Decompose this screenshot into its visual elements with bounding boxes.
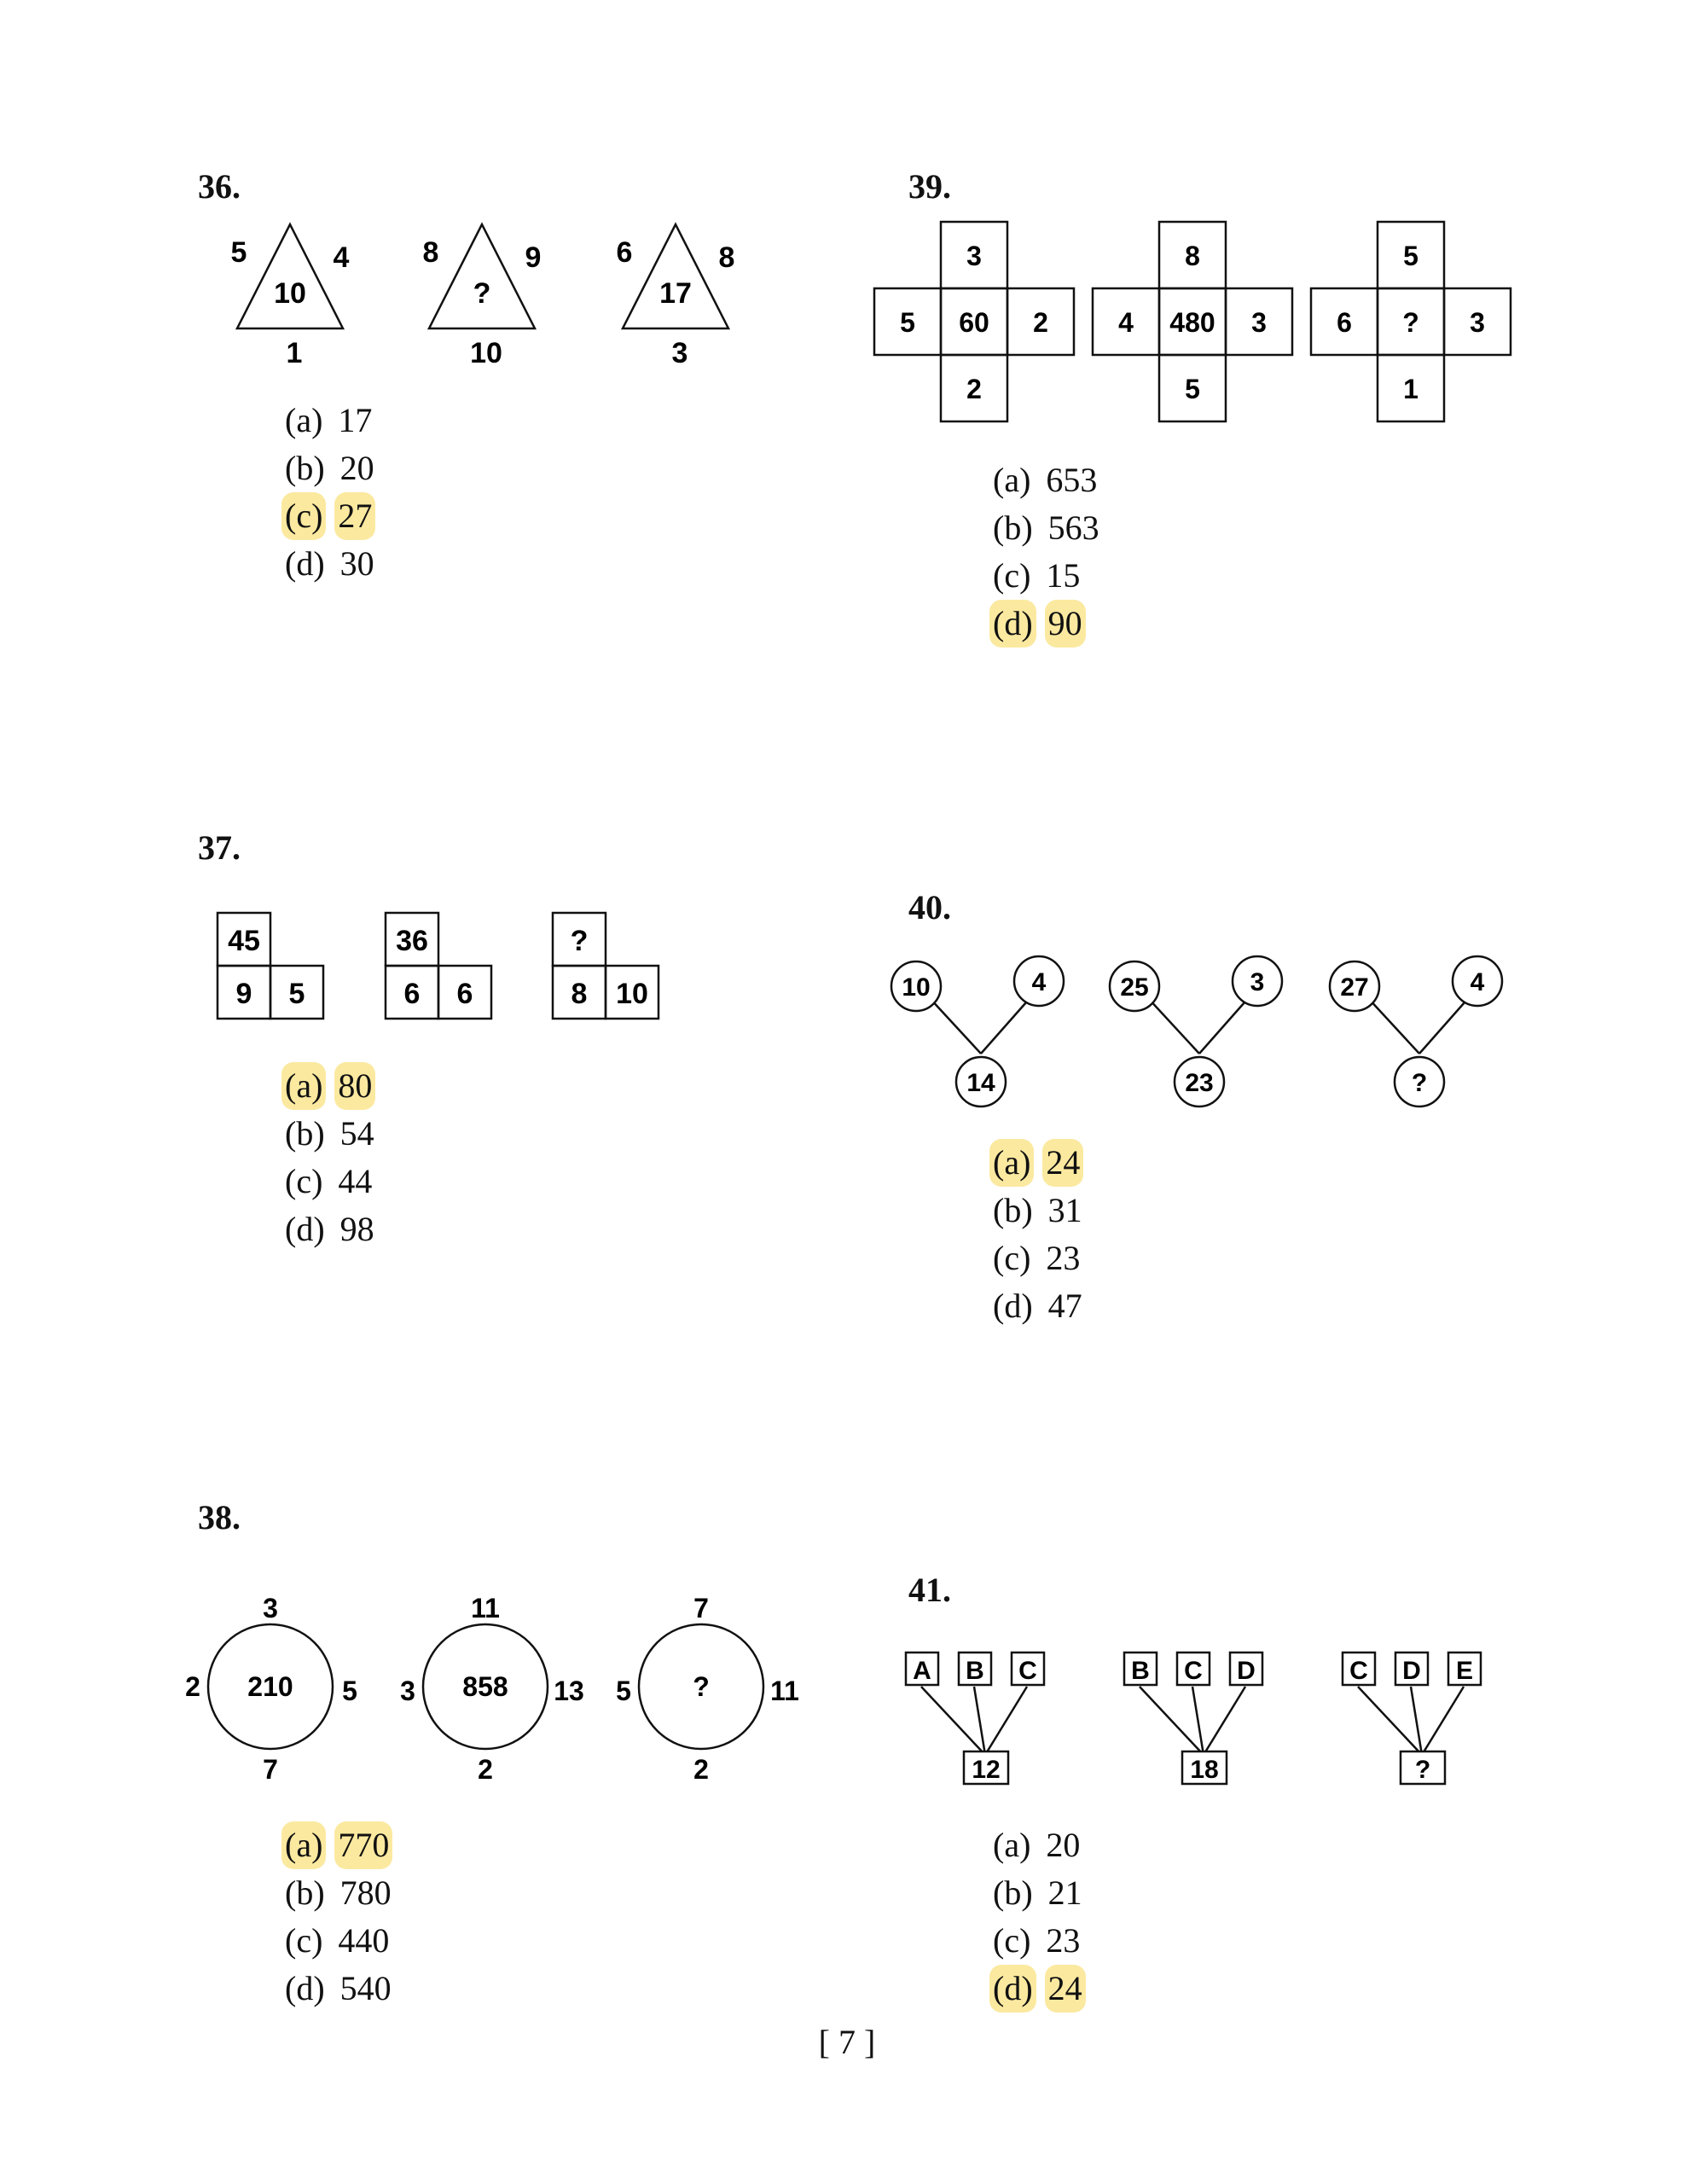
circle-left-number: 3	[400, 1676, 415, 1706]
circle-top-number: 7	[693, 1593, 709, 1623]
circle-bottom-number: 7	[263, 1754, 278, 1785]
circle-figures	[179, 1587, 827, 1796]
option-label: (a)	[993, 461, 1031, 499]
option-value: 31	[1047, 1191, 1082, 1229]
option-c[interactable]	[989, 552, 1103, 600]
option-value: 80	[334, 1062, 375, 1110]
triangle-left-number: 8	[422, 236, 439, 269]
option-label: (d)	[285, 1210, 325, 1248]
cross-left-number: 4	[1118, 307, 1134, 338]
block-figures	[213, 904, 674, 1032]
triangle-figure-3	[617, 224, 735, 369]
result-number: ?	[1414, 1756, 1431, 1784]
letter-tree-figure-3	[1343, 1653, 1481, 1784]
triangle-bottom-number: 3	[671, 337, 688, 369]
cross-left-number: 5	[900, 307, 915, 338]
option-label: (b)	[993, 1873, 1033, 1912]
triangle-center-number: 10	[274, 277, 306, 310]
block-bottom-left-number: 8	[571, 978, 588, 1010]
option-value: 21	[1047, 1873, 1082, 1912]
result-number: 18	[1190, 1756, 1219, 1784]
option-label: (a)	[281, 1821, 326, 1869]
option-d[interactable]	[281, 1965, 395, 2013]
connector-line	[985, 1687, 1027, 1755]
circle-bottom-number: 2	[693, 1754, 709, 1785]
block-bottom-left-number: 6	[403, 978, 421, 1010]
option-d[interactable]	[281, 540, 378, 588]
option-a[interactable]	[989, 1139, 1086, 1187]
block-top-number: ?	[570, 925, 589, 957]
bottom-node-number: 14	[966, 1069, 995, 1097]
option-value: 24	[1042, 1139, 1083, 1187]
option-value: 653	[1046, 461, 1098, 499]
bottom-node-number: 23	[1185, 1069, 1214, 1097]
circle-bottom-number: 2	[478, 1754, 493, 1785]
block-figure-2	[386, 913, 491, 1019]
option-a[interactable]	[281, 1821, 395, 1869]
circle-center-number: 210	[247, 1671, 293, 1702]
question-number: 41.	[908, 1571, 951, 1609]
circle-right-number: 11	[770, 1676, 799, 1706]
circle-right-number: 13	[554, 1676, 584, 1706]
cross-right-number: 3	[1251, 307, 1267, 338]
option-label: (b)	[285, 1873, 325, 1912]
option-label: (a)	[989, 1139, 1034, 1187]
option-value: 90	[1045, 600, 1086, 648]
left-node-number: 27	[1340, 973, 1369, 1002]
block-bottom-right-number: 5	[288, 978, 305, 1010]
option-value: 15	[1046, 556, 1081, 595]
option-label: (d)	[285, 1969, 325, 2007]
letter-label: C	[1184, 1657, 1203, 1685]
option-label: (a)	[993, 1826, 1031, 1864]
left-node-number: 25	[1120, 973, 1149, 1002]
option-value: 20	[1046, 1826, 1081, 1864]
option-label: (a)	[285, 401, 323, 439]
question-number: 39.	[908, 167, 951, 206]
cross-figure-3	[1311, 222, 1511, 421]
letter-label: D	[1402, 1657, 1421, 1685]
circle-left-number: 5	[616, 1676, 631, 1706]
circle-top-number: 11	[471, 1593, 500, 1623]
v-tree-figure-2	[1110, 956, 1282, 1107]
option-value: 563	[1047, 508, 1099, 547]
option-label: (a)	[281, 1062, 326, 1110]
option-b[interactable]	[281, 1869, 395, 1917]
triangle-figure-1	[231, 224, 350, 369]
option-d[interactable]	[989, 1965, 1086, 2013]
question-number: 38.	[198, 1498, 241, 1536]
block-top-number: 36	[396, 925, 428, 957]
option-value: 47	[1047, 1287, 1082, 1325]
option-value: 770	[334, 1821, 392, 1869]
triangle-shape	[237, 224, 343, 328]
v-tree-figures	[879, 947, 1527, 1118]
v-tree-figure-1	[891, 956, 1064, 1107]
option-label: (c)	[281, 492, 326, 540]
circle-figure-3	[616, 1593, 799, 1785]
option-label: (c)	[285, 1162, 323, 1200]
connector-line	[1368, 998, 1419, 1054]
page-number: [ 7 ]	[818, 2023, 876, 2061]
option-value: 23	[1046, 1921, 1081, 1960]
block-bottom-right-number: 10	[616, 978, 648, 1010]
v-tree-figure-3	[1330, 956, 1502, 1107]
cross-top-number: 3	[966, 241, 982, 271]
option-b[interactable]	[989, 1187, 1086, 1234]
options-list	[281, 1062, 378, 1253]
triangle-right-number: 9	[525, 241, 542, 274]
triangle-figures	[205, 218, 759, 380]
circle-center-number: ?	[693, 1671, 710, 1702]
option-b[interactable]	[989, 1869, 1086, 1917]
option-label: (c)	[285, 1921, 323, 1960]
triangle-bottom-number: 10	[470, 337, 502, 369]
letter-label: B	[1131, 1657, 1150, 1685]
triangle-left-number: 6	[616, 236, 633, 269]
option-c[interactable]	[281, 1917, 395, 1965]
cross-center-number: 480	[1169, 307, 1215, 338]
option-label: (d)	[989, 600, 1036, 648]
triangle-shape	[623, 224, 728, 328]
cross-figure-1	[874, 222, 1074, 421]
option-value: 780	[339, 1873, 392, 1912]
cross-top-number: 5	[1403, 241, 1418, 271]
option-value: 23	[1046, 1239, 1081, 1277]
letter-tree-figure-2	[1124, 1653, 1262, 1784]
block-figure-1	[218, 913, 323, 1019]
circle-left-number: 2	[185, 1671, 200, 1702]
option-label: (c)	[993, 1921, 1031, 1960]
cross-center-number: 60	[959, 307, 989, 338]
cross-figures	[870, 218, 1535, 431]
triangle-center-number: 17	[659, 277, 692, 310]
option-label: (c)	[993, 1239, 1031, 1277]
block-bottom-right-number: 6	[456, 978, 473, 1010]
triangle-right-number: 4	[333, 241, 350, 274]
cross-right-number: 2	[1033, 307, 1048, 338]
option-b[interactable]	[989, 504, 1103, 552]
letter-label: D	[1237, 1657, 1256, 1685]
triangle-right-number: 8	[718, 241, 735, 274]
triangle-bottom-number: 1	[286, 337, 303, 369]
option-value: 27	[334, 492, 375, 540]
option-value: 20	[339, 449, 374, 487]
option-value: 540	[339, 1969, 392, 2007]
option-c[interactable]	[281, 492, 378, 540]
question-number: 40.	[908, 888, 951, 926]
cross-top-number: 8	[1185, 241, 1200, 271]
triangle-shape	[429, 224, 535, 328]
letter-tree-figure-1	[906, 1653, 1044, 1784]
option-label: (c)	[993, 556, 1031, 595]
letter-label: C	[1018, 1657, 1037, 1685]
cross-figure-2	[1093, 222, 1292, 421]
options-list	[989, 1821, 1086, 2013]
option-value: 98	[339, 1210, 374, 1248]
option-c[interactable]	[989, 1917, 1086, 1965]
letter-label: A	[913, 1657, 931, 1685]
letter-tree-figures	[904, 1651, 1518, 1792]
block-figure-3	[553, 913, 658, 1019]
option-value: 30	[339, 544, 374, 583]
circle-top-number: 3	[263, 1593, 278, 1623]
circle-figure-1	[185, 1593, 357, 1785]
cross-center-number: ?	[1402, 307, 1419, 338]
cross-bottom-number: 1	[1403, 374, 1418, 404]
block-top-number: 45	[228, 925, 260, 957]
option-a[interactable]	[281, 397, 378, 444]
left-node-number: 10	[902, 973, 931, 1002]
option-label: (b)	[285, 449, 325, 487]
option-label: (b)	[285, 1114, 325, 1153]
option-d[interactable]	[989, 600, 1103, 648]
triangle-left-number: 5	[230, 236, 247, 269]
option-c[interactable]	[989, 1234, 1086, 1282]
option-d[interactable]	[989, 1282, 1086, 1330]
right-node-number: 4	[1031, 968, 1047, 996]
result-number: 12	[972, 1756, 1001, 1784]
options-list	[281, 397, 378, 588]
cross-bottom-number: 5	[1185, 374, 1200, 404]
option-label: (b)	[993, 1191, 1033, 1229]
option-a[interactable]	[989, 456, 1103, 504]
circle-center-number: 858	[462, 1671, 508, 1702]
option-value: 17	[338, 401, 373, 439]
option-label: (d)	[285, 544, 325, 583]
letter-label: E	[1455, 1657, 1474, 1685]
cross-right-number: 3	[1470, 307, 1485, 338]
bottom-node-number: ?	[1411, 1069, 1428, 1097]
cross-left-number: 6	[1337, 307, 1352, 338]
connector-line	[930, 998, 981, 1054]
circle-right-number: 5	[342, 1676, 357, 1706]
option-b[interactable]	[281, 444, 378, 492]
option-label: (d)	[993, 1287, 1033, 1325]
letter-label: C	[1349, 1657, 1368, 1685]
question-number: 37.	[198, 828, 241, 867]
triangle-figure-2	[423, 224, 542, 369]
option-a[interactable]	[989, 1821, 1086, 1869]
option-label: (b)	[993, 508, 1033, 547]
option-value: 24	[1045, 1965, 1086, 2013]
options-list	[989, 1139, 1086, 1330]
option-value: 440	[338, 1921, 390, 1960]
option-b[interactable]	[281, 1110, 378, 1158]
option-value: 44	[338, 1162, 373, 1200]
circle-figure-2	[400, 1593, 584, 1785]
option-a[interactable]	[281, 1062, 378, 1110]
block-bottom-left-number: 9	[235, 978, 252, 1010]
right-node-number: 4	[1470, 968, 1485, 996]
connector-line	[1422, 1687, 1464, 1755]
option-value: 54	[339, 1114, 374, 1153]
connector-line	[1204, 1687, 1245, 1755]
triangle-center-number: ?	[473, 277, 491, 310]
option-label: (d)	[989, 1965, 1036, 2013]
options-list	[989, 456, 1103, 648]
right-node-number: 3	[1250, 968, 1265, 996]
question-number: 36.	[198, 167, 241, 206]
option-c[interactable]	[281, 1158, 378, 1205]
cross-bottom-number: 2	[966, 374, 982, 404]
option-d[interactable]	[281, 1205, 378, 1253]
connector-line	[1148, 998, 1199, 1054]
options-list	[281, 1821, 395, 2013]
letter-label: B	[966, 1657, 984, 1685]
